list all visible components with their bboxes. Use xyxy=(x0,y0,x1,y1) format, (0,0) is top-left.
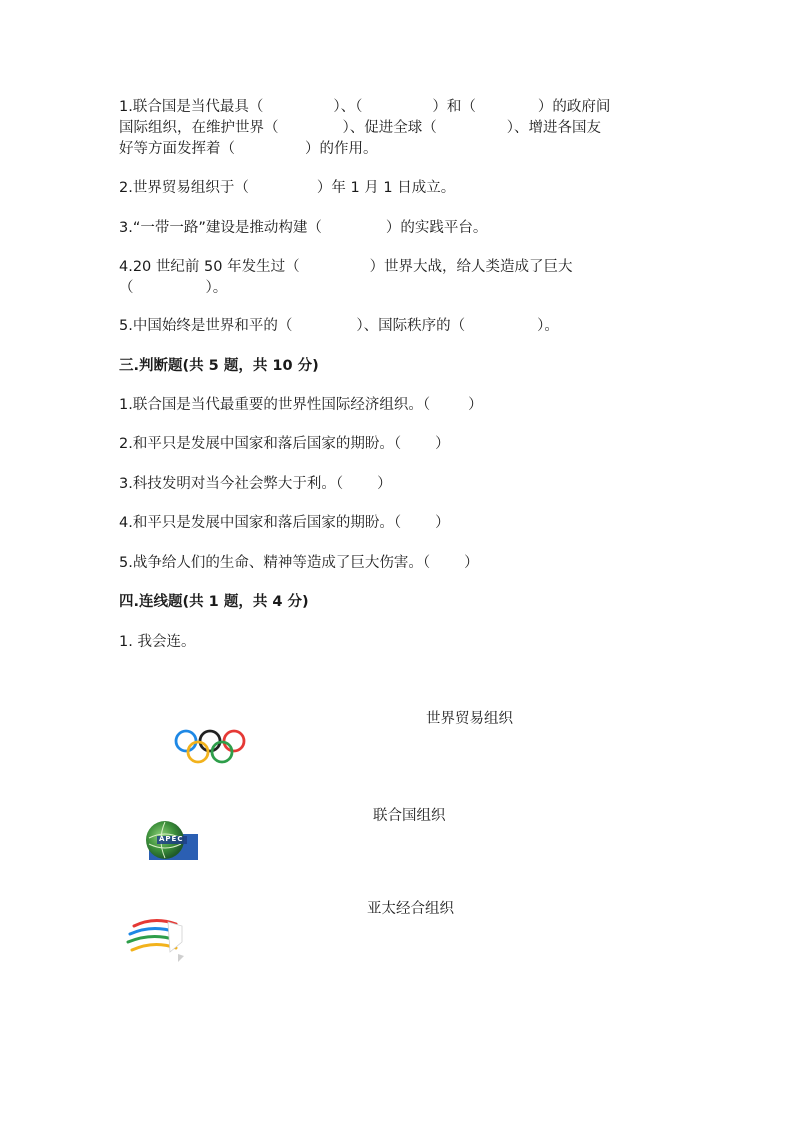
fill-q4-line2: （ ）。 xyxy=(119,280,228,296)
match-prompt: 1. 我会连。 xyxy=(119,634,196,650)
judge-item-1: 1.联合国是当代最重要的世界性国际经济组织。（ ） xyxy=(119,397,483,413)
wto-logo-icon[interactable] xyxy=(126,912,190,966)
fill-q2: 2.世界贸易组织于（ ）年 1 月 1 日成立。 xyxy=(119,180,456,196)
match-heading: 四.连线题(共 1 题，共 4 分) xyxy=(119,594,309,610)
judge-heading: 三.判断题(共 5 题，共 10 分) xyxy=(119,358,319,374)
apec-logo-text: APEC xyxy=(159,835,184,843)
fill-q1-line3: 好等方面发挥着（ ）的作用。 xyxy=(119,141,378,157)
q1-number: 1. xyxy=(119,99,133,115)
match-label-wto[interactable]: 世界贸易组织 xyxy=(426,711,513,727)
judge-item-4: 4.和平只是发展中国家和落后国家的期盼。（ ） xyxy=(119,515,450,531)
apec-logo[interactable] xyxy=(141,820,198,860)
fill-q1-line1: 1.联合国是当代最具（ ）、（ ）和（ ）的政府间 xyxy=(119,99,611,115)
judge-item-2: 2.和平只是发展中国家和落后国家的期盼。（ ） xyxy=(119,436,450,452)
match-label-apec[interactable]: 亚太经合组织 xyxy=(367,901,454,917)
judge-item-3: 3.科技发明对当今社会弊大于利。（ ） xyxy=(119,476,392,492)
fill-q5: 5.中国始终是世界和平的（ ）、国际秩序的（ ）。 xyxy=(119,318,559,334)
fill-q4-line1: 4.20 世纪前 50 年发生过（ ）世界大战，给人类造成了巨大 xyxy=(119,259,573,275)
fill-q3: 3.“一带一路”建设是推动构建（ ）的实践平台。 xyxy=(119,220,488,236)
match-label-un[interactable]: 联合国组织 xyxy=(373,808,446,824)
fill-q1-line2: 国际组织，在维护世界（ ）、促进全球（ ）、增进各国友 xyxy=(119,120,601,136)
judge-item-5: 5.战争给人们的生命、精神等造成了巨大伤害。（ ） xyxy=(119,555,479,571)
olympic-rings-icon[interactable] xyxy=(172,728,248,766)
